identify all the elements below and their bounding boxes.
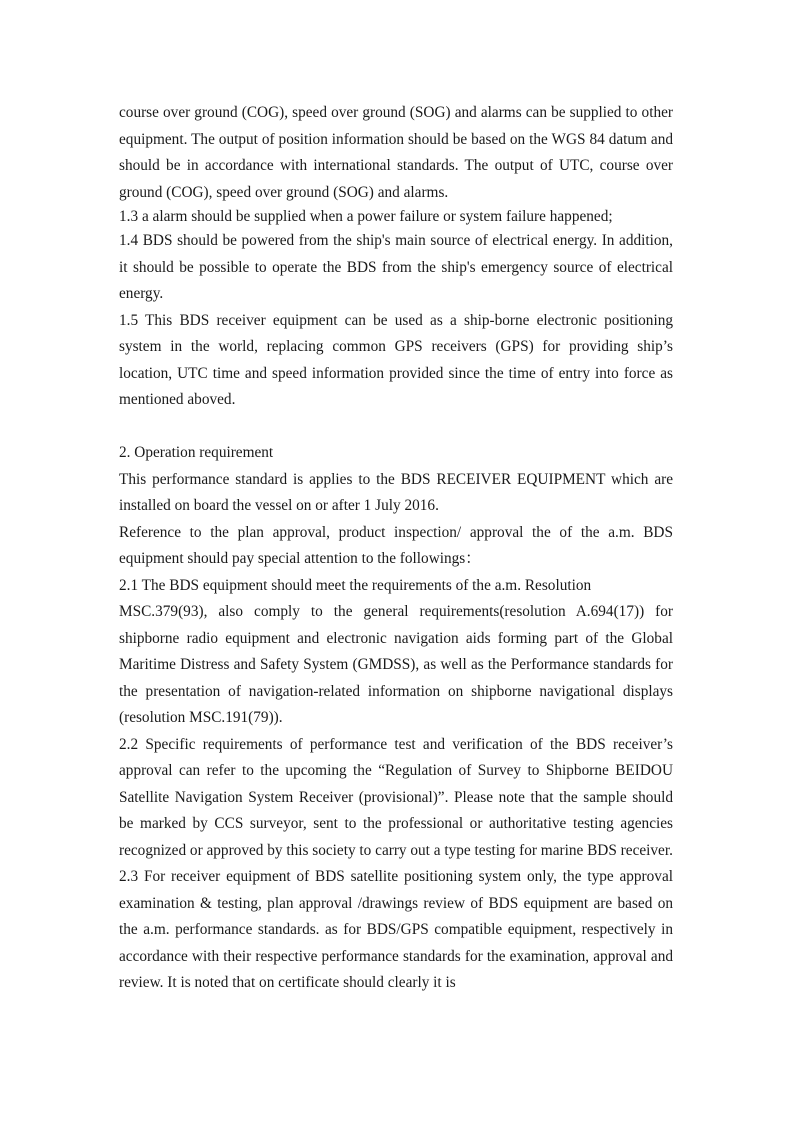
section-spacer bbox=[119, 414, 673, 441]
paragraph-1-4: 1.4 BDS should be powered from the ship's main source of electrical energy. In addition, it should be possible to operate the BDS from the ship's emergency source of electrical energy. bbox=[119, 232, 673, 302]
paragraph-1-3: 1.3 a alarm should be supplied when a power failure or system failure happened; bbox=[119, 208, 613, 225]
paragraph-1-5: 1.5 This BDS receiver equipment can be used as a ship-borne electronic positioning system in the world, replacing common GPS receivers (GPS) for providing ship’s location, UTC time and speed information provided since the time of entry into force as mentioned aboved. bbox=[119, 311, 673, 408]
paragraph-2-1: MSC.379(93), also comply to the general requirements(resolution A.694(17)) for shipborne radio equipment and electronic navigation aids forming part of the Global Maritime Distress and Safety System (GMDSS), as well as the Performance standards for the presentation of navigation-related information on shipborne navigational displays (resolution MSC.191(79)). bbox=[119, 603, 673, 726]
paragraph-2-1-line: 2.1 The BDS equipment should meet the requirements of the a.m. Resolution bbox=[119, 576, 592, 594]
document-page bbox=[119, 100, 673, 997]
paragraph-2-2: 2.2 Specific requirements of performance test and verification of the BDS receiver’s approval can refer to the upcoming the “Regulation of Survey to Shipborne BEIDOU Satellite Navigation System Receiver (provisional)”. Please note that the sample should be marked by CCS surveyor, sent to the professional or authoritative testing agencies recognized or approved by this society to carry out a type testing for marine BDS receiver. bbox=[119, 735, 673, 859]
paragraph-2-intro: This performance standard is applies to the BDS RECEIVER EQUIPMENT which are installed on board the vessel on or after 1 July 2016. bbox=[119, 470, 673, 514]
paragraph-2-3: 2.3 For receiver equipment of BDS satellite positioning system only, the type approval examination & testing, plan approval /drawings review of BDS equipment are based on the a.m. performance standards. as for BDS/GPS compatible equipment, respectively in accordance with their respective performance standards for the examination, approval and review. It is noted that on certificate should clearly it is bbox=[119, 868, 673, 991]
section-heading-2: 2. Operation requirement bbox=[119, 444, 274, 461]
paragraph-2-reference: Reference to the plan approval, product inspection/ approval the of the a.m. BDS equipment should pay special attention to the followings： bbox=[119, 523, 673, 567]
paragraph-output-info: course over ground (COG), speed over ground (SOG) and alarms can be supplied to other equipment. The output of position information should be based on the WGS 84 datum and should be in accordance with international standards. The output of UTC, course over ground (COG), speed over ground (SOG) and alarms. bbox=[119, 104, 673, 201]
